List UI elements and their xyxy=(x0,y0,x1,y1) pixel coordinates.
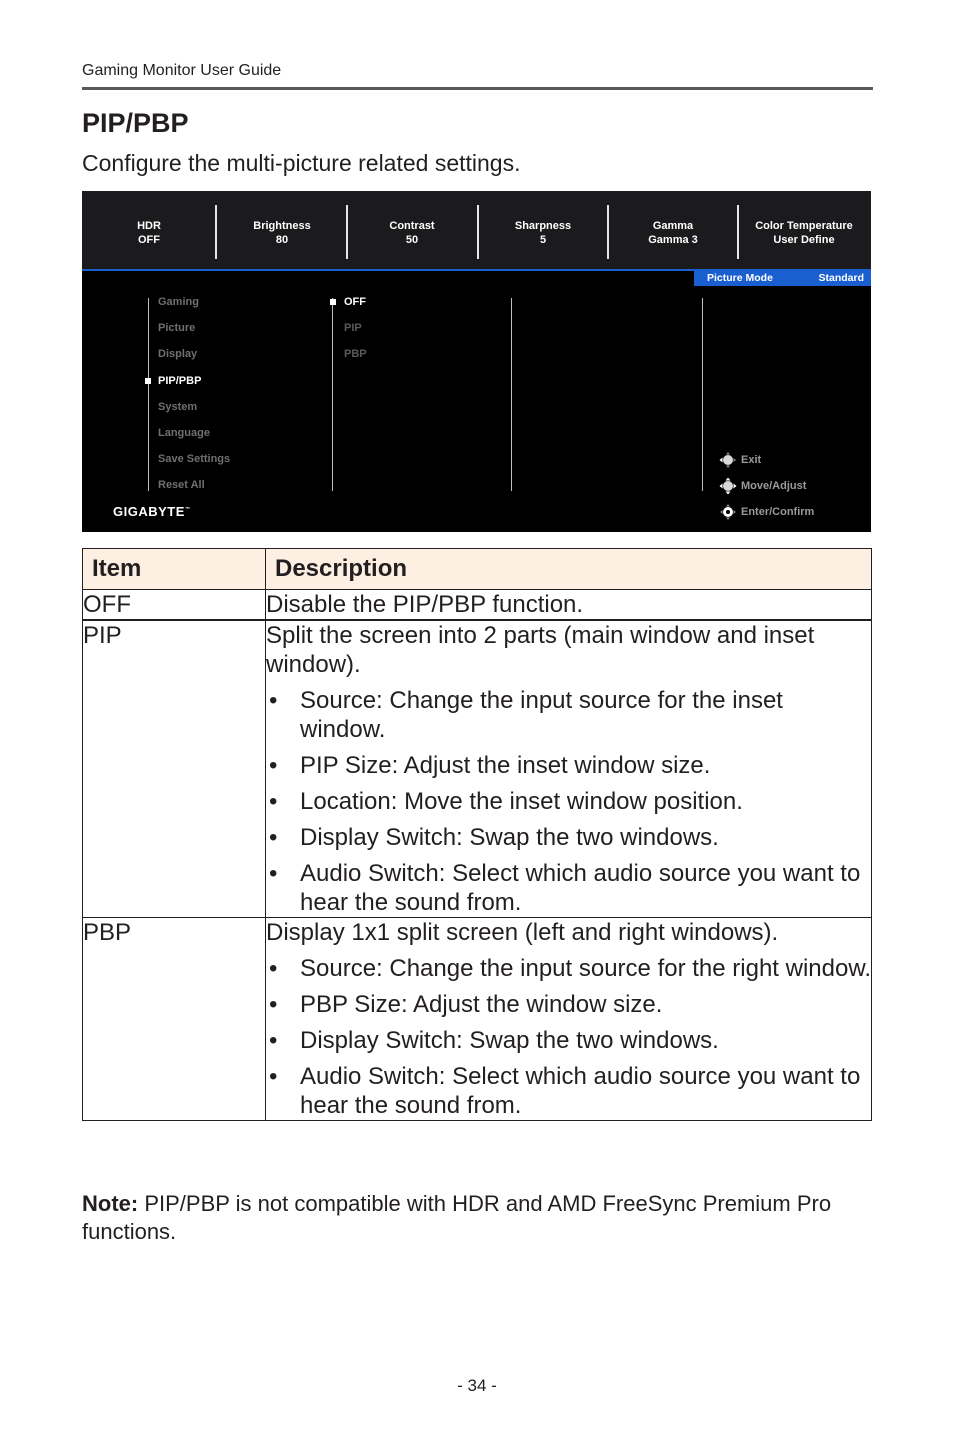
osd-menu-item-picture: Picture xyxy=(158,322,196,334)
osd-menu-item-language: Language xyxy=(158,427,210,439)
osd-option-pbp: PBP xyxy=(344,348,367,360)
picture-mode-value: Standard xyxy=(818,272,864,284)
osd-picture-mode-bar xyxy=(694,271,871,286)
table-cell-item: PIP xyxy=(83,620,266,918)
joystick-press-icon xyxy=(719,503,737,521)
list-item: • Audio Switch: Select which audio source you want to hear the sound from. xyxy=(269,1063,861,1119)
settings-table xyxy=(82,548,872,1121)
page-title: PIP/PBP xyxy=(82,108,189,138)
osd-column-line xyxy=(332,298,333,491)
table-header-item: Item xyxy=(83,549,266,590)
osd-column-line xyxy=(702,298,703,491)
table-cell-description: Split the screen into 2 parts (main window and inset window). • Source: Change the input source for the inset window. • PIP Size: Adjust the inset window size. • Location: Move the inset window position. • Display Switch: Swap the two windows. • Audio Switch: Select which audio source you want to hear the sound from. xyxy=(266,620,872,918)
osd-column-line xyxy=(511,298,512,491)
list-item: • PIP Size: Adjust the inset window size. xyxy=(269,752,711,779)
osd-option-pip: PIP xyxy=(344,322,362,334)
header-rule xyxy=(82,87,873,90)
list-item: • Location: Move the inset window position. xyxy=(269,788,743,815)
list-item: • Audio Switch: Select which audio source you want to hear the sound from. xyxy=(269,860,861,916)
osd-top-bar xyxy=(82,191,871,269)
table-row xyxy=(83,918,872,1121)
osd-tab-color-temperature: Color Temperature User Define xyxy=(755,220,853,246)
osd-option-off: OFF xyxy=(344,296,366,308)
joystick-move-icon xyxy=(719,477,737,495)
running-header: Gaming Monitor User Guide xyxy=(82,62,282,79)
picture-mode-label: Picture Mode xyxy=(707,272,773,284)
osd-menu-item-pip-pbp: PIP/PBP xyxy=(158,375,202,387)
osd-menu-item-reset-all: Reset All xyxy=(158,479,205,491)
page-subtitle: Configure the multi-picture related settings. xyxy=(82,150,521,176)
osd-tab-brightness: Brightness 80 xyxy=(253,220,311,246)
osd-screenshot: HDR OFF Brightness 80 Contrast 50 Sharpness 5 Gamma Gamma 3 Color Temperature User Define Picture Mode Standard Gaming Picture Display PIP/PBP System Language Save Settings Reset All OFF PIP PBP Exit Move/Adjust Enter/Confirm GIGABYTE™ xyxy=(82,191,871,532)
osd-tab-hdr: HDR OFF xyxy=(137,220,161,246)
list-item: • Source: Change the input source for the right window. xyxy=(269,955,872,982)
note-label: Note: xyxy=(82,1191,139,1216)
page-number: - 34 - xyxy=(457,1376,497,1395)
osd-menu-item-system: System xyxy=(158,401,198,413)
table-row xyxy=(83,590,872,621)
table-cell-item: PBP xyxy=(83,918,266,1121)
osd-column-line xyxy=(148,298,149,491)
table-cell-item: OFF xyxy=(83,590,266,621)
osd-menu-item-display: Display xyxy=(158,348,198,360)
list-item: • Display Switch: Swap the two windows. xyxy=(269,824,719,851)
osd-tab-sharpness: Sharpness 5 xyxy=(514,220,572,246)
osd-menu-item-gaming: Gaming xyxy=(158,296,199,308)
table-header-description: Description xyxy=(266,549,872,590)
list-item: • PBP Size: Adjust the window size. xyxy=(269,991,663,1018)
osd-option-selected-marker xyxy=(330,299,336,305)
list-item: • Display Switch: Swap the two windows. xyxy=(269,1027,719,1054)
table-header-row xyxy=(83,549,872,590)
gigabyte-logo: GIGABYTE™ xyxy=(113,504,190,519)
note-text: PIP/PBP is not compatible with HDR and AMD FreeSync Premium Pro functions. xyxy=(82,1191,832,1244)
note xyxy=(82,1190,872,1246)
osd-tab-contrast: Contrast 50 xyxy=(389,220,435,246)
osd-tab-gamma: Gamma Gamma 3 xyxy=(648,220,698,246)
table-cell-description: Display 1x1 split screen (left and right windows). • Source: Change the input source for the right window. • PBP Size: Adjust the window size. • Display Switch: Swap the two windows. • Audio Switch: Select which audio source you want to hear the sound from. xyxy=(266,919,872,1119)
osd-menu-item-save-settings: Save Settings xyxy=(158,453,231,465)
osd-menu-selected-marker xyxy=(145,378,151,384)
joystick-left-icon xyxy=(719,451,737,469)
table-cell-description: Disable the PIP/PBP function. xyxy=(266,590,872,621)
table-row xyxy=(83,620,872,918)
list-item: • Source: Change the input source for the inset window. xyxy=(269,687,783,743)
